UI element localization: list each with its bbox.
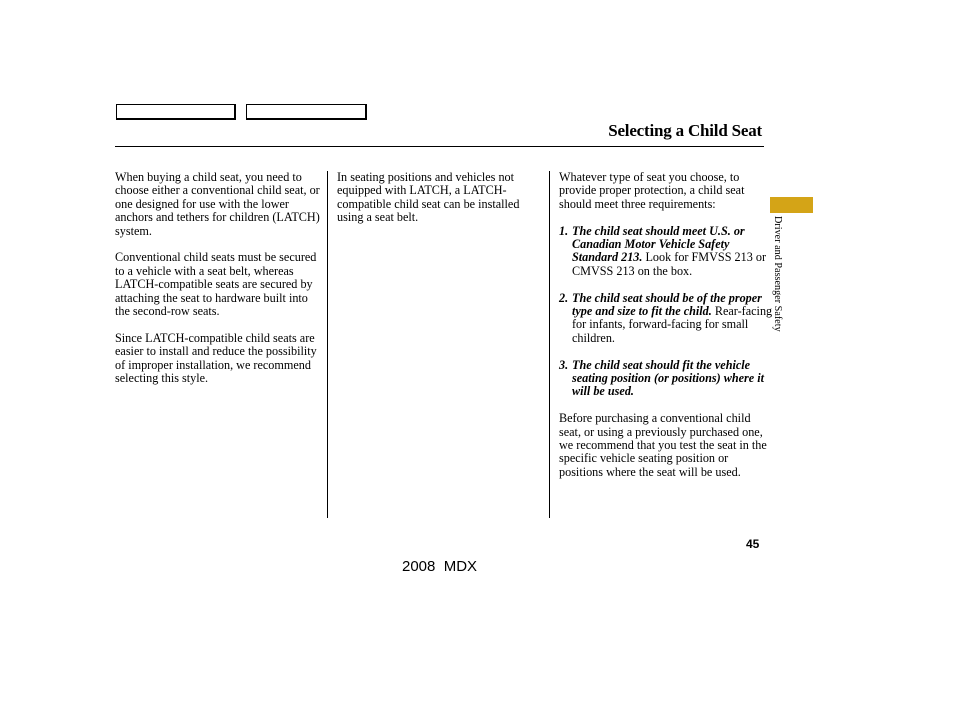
- requirement-item: [559, 359, 774, 399]
- requirement-lead: The child seat should meet U.S. or Canadian Motor Vehicle Safety Standard 213.: [572, 223, 745, 265]
- paragraph: When buying a child seat, you need to choose either a conventional child seat, or one designed for use with the lower anchors and tethers for children (LATCH) system.: [115, 170, 320, 238]
- column-divider: [327, 171, 328, 518]
- footer-model-label: 2008 MDX: [402, 558, 478, 575]
- requirement-number: 1.: [559, 223, 569, 238]
- text-column-1: [115, 171, 320, 399]
- section-title: Selecting a Child Seat: [608, 121, 762, 140]
- requirement-number: 3.: [559, 357, 569, 372]
- section-tab-marker: [770, 197, 813, 213]
- nav-button-contents[interactable]: [116, 104, 236, 120]
- requirement-text: Look for FMVSS 213 or CMVSS 213 on the box.: [572, 250, 767, 278]
- text-column-3: [559, 171, 774, 493]
- requirement-number: 2.: [559, 290, 569, 305]
- requirement-item: [559, 225, 774, 279]
- paragraph: Conventional child seats must be secured to a vehicle with a seat belt, whereas LATCH-compatible seats are secured by attaching the seat to hardware built into the second-row seats.: [115, 250, 317, 319]
- paragraph: In seating positions and vehicles not equipped with LATCH, a LATCH-compatible child seat can be installed using a seat belt.: [337, 170, 520, 225]
- requirements-intro: Whatever type of seat you choose, to provide proper protection, a child seat should meet three requirements:: [559, 170, 745, 211]
- paragraph: Since LATCH-compatible child seats are easier to install and reduce the possibility of improper installation, we recommend selecting this style.: [115, 330, 317, 386]
- title-rule: [115, 146, 764, 147]
- requirement-lead: The child seat should be of the proper type and size to fit the child.: [572, 290, 762, 319]
- closing-paragraph: Before purchasing a conventional child seat, or using a previously purchased one, we recommend that you test the seat in the specific vehicle seating position or positions where the seat will be used.: [559, 411, 767, 479]
- page-number: 45: [746, 537, 760, 551]
- nav-button-index[interactable]: [246, 104, 367, 120]
- column-divider: [549, 171, 550, 518]
- requirement-text: Rear-facing for infants, forward-facing for small children.: [572, 304, 773, 345]
- text-column-2: [337, 171, 545, 238]
- side-section-label: Driver and Passenger Safety: [772, 216, 783, 332]
- requirement-item: [559, 292, 774, 346]
- requirement-lead: The child seat should fit the vehicle seating position (or positions) where it will be used.: [572, 357, 764, 399]
